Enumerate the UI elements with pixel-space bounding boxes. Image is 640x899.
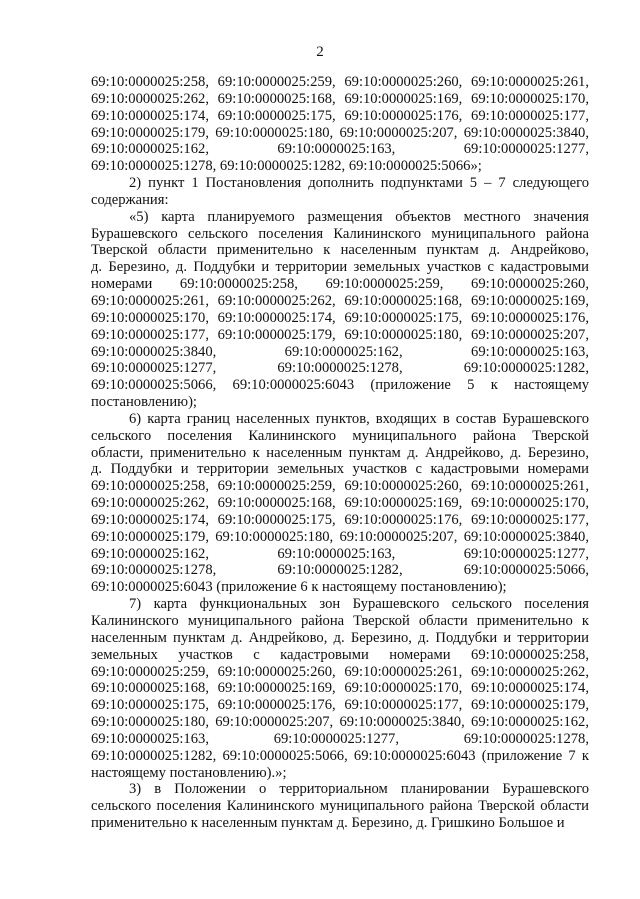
text-line: 69:10:0000025:1282, 69:10:0000025:5066, 69:10:0000025:6043 (приложение 7 к <box>91 747 589 764</box>
text-line: 6) карта границ населенных пунктов, входящих в состав Бурашевского <box>129 410 589 427</box>
text-line: 69:10:0000025:262, 69:10:0000025:168, 69:10:0000025:169, 69:10:0000025:170, <box>91 90 589 107</box>
text-line: 69:10:0000025:177, 69:10:0000025:179, 69:10:0000025:180, 69:10:0000025:207, <box>91 326 589 343</box>
text-line: 69:10:0000025:1278, 69:10:0000025:1282, 69:10:0000025:5066»; <box>91 158 482 175</box>
text-line: 69:10:0000025:170, 69:10:0000025:174, 69:10:0000025:175, 69:10:0000025:176, <box>91 309 589 326</box>
text-line: сельского поселения Калининского муниципального района Тверской области <box>91 798 589 815</box>
text-line: Бурашевского сельского поселения Калининского муниципального района <box>91 225 589 242</box>
page-number: 2 <box>316 44 324 60</box>
text-line: 69:10:0000025:6043 (приложение 6 к настоящему постановлению); <box>91 579 507 596</box>
text-line: 69:10:0000025:258, 69:10:0000025:259, 69:10:0000025:260, 69:10:0000025:261, <box>91 478 589 495</box>
text-line: сельского поселения Калининского муниципального района Тверской <box>91 427 589 444</box>
text-line: 69:10:0000025:162, 69:10:0000025:163, 69:10:0000025:1277, <box>91 141 589 158</box>
paragraph-subitem-5 <box>91 209 589 411</box>
text-line: 69:10:0000025:168, 69:10:0000025:169, 69:10:0000025:170, 69:10:0000025:174, <box>91 680 589 697</box>
text-line: содержания: <box>91 191 169 208</box>
text-line: 69:10:0000025:1277, 69:10:0000025:1278, 69:10:0000025:1282, <box>91 360 589 377</box>
text-line: настоящему постановлению).»; <box>91 764 287 781</box>
text-line: постановлению); <box>91 394 197 411</box>
document-body <box>91 74 589 832</box>
text-line: применительно к населенным пунктам д. Березино, д. Гришкино Большое и <box>91 815 565 832</box>
text-line: 69:10:0000025:179, 69:10:0000025:180, 69:10:0000025:207, 69:10:0000025:3840, <box>91 528 589 545</box>
text-line: д. Поддубки и территории земельных участков с кадастровыми номерами <box>91 461 589 478</box>
text-line: 69:10:0000025:174, 69:10:0000025:175, 69:10:0000025:176, 69:10:0000025:177, <box>91 511 589 528</box>
text-line: Калининского муниципального района Тверской области применительно к <box>91 613 589 629</box>
text-line: д. Березино, д. Поддубки и территории земельных участков с кадастровыми <box>91 259 589 276</box>
text-line: 69:10:0000025:259, 69:10:0000025:260, 69:10:0000025:261, 69:10:0000025:262, <box>91 663 589 680</box>
text-line: 69:10:0000025:179, 69:10:0000025:180, 69:10:0000025:207, 69:10:0000025:3840, <box>91 124 589 141</box>
text-line: 69:10:0000025:262, 69:10:0000025:168, 69:10:0000025:169, 69:10:0000025:170, <box>91 495 589 512</box>
text-line: Тверской области применительно к населенным пунктам д. Андрейково, <box>91 242 589 259</box>
text-line: номерами 69:10:0000025:258, 69:10:0000025:259, 69:10:0000025:260, <box>91 276 589 293</box>
text-line: 69:10:0000025:258, 69:10:0000025:259, 69:10:0000025:260, 69:10:0000025:261, <box>91 74 589 90</box>
text-line: 7) карта функциональных зон Бурашевского сельского поселения <box>129 596 589 613</box>
text-line: «5) карта планируемого размещения объектов местного значения <box>129 208 589 225</box>
text-line: 69:10:0000025:261, 69:10:0000025:262, 69:10:0000025:168, 69:10:0000025:169, <box>91 292 589 309</box>
paragraph-subitem-7 <box>91 596 589 781</box>
paragraph-cadastral-list-continued <box>91 74 589 175</box>
text-line: 69:10:0000025:1278, 69:10:0000025:1282, 69:10:0000025:5066, <box>91 562 589 579</box>
text-line: 2) пункт 1 Постановления дополнить подпунктами 5 – 7 следующего <box>129 175 589 192</box>
text-line: 69:10:0000025:3840, 69:10:0000025:162, 69:10:0000025:163, <box>91 343 589 360</box>
text-line: 69:10:0000025:174, 69:10:0000025:175, 69:10:0000025:176, 69:10:0000025:177, <box>91 107 589 124</box>
text-line: населенным пунктам д. Андрейково, д. Березино, д. Поддубки и территории <box>91 629 589 646</box>
text-line: 69:10:0000025:5066, 69:10:0000025:6043 (приложение 5 к настоящему <box>91 377 589 394</box>
text-line: 69:10:0000025:163, 69:10:0000025:1277, 69:10:0000025:1278, <box>91 730 589 747</box>
text-line: 69:10:0000025:162, 69:10:0000025:163, 69:10:0000025:1277, <box>91 545 589 562</box>
text-line: земельных участков с кадастровыми номерами 69:10:0000025:258, <box>91 646 589 663</box>
text-line: области, применительно к населенным пунктам д. Андрейково, д. Березино, <box>91 444 589 461</box>
text-line: 3) в Положении о территориальном планировании Бурашевского <box>129 781 589 798</box>
text-line: 69:10:0000025:175, 69:10:0000025:176, 69:10:0000025:177, 69:10:0000025:179, <box>91 697 589 714</box>
paragraph-item-3 <box>91 781 589 832</box>
text-line: 69:10:0000025:180, 69:10:0000025:207, 69:10:0000025:3840, 69:10:0000025:162, <box>91 714 589 731</box>
paragraph-subitem-6 <box>91 411 589 596</box>
paragraph-item-2 <box>91 175 589 209</box>
